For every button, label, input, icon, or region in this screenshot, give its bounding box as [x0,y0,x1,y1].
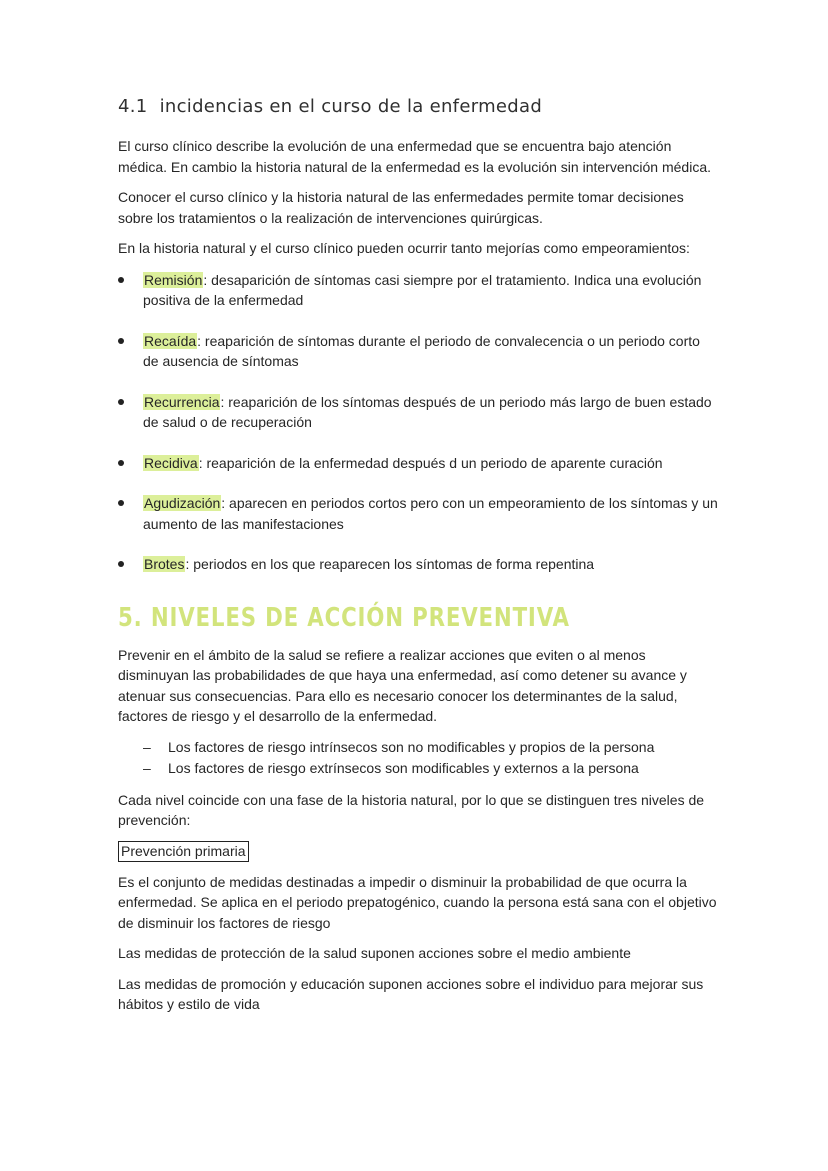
list-item [118,331,718,372]
list-item [118,392,718,433]
term-definition: : reaparición de síntomas durante el periodo de convalecencia o un periodo corto de ausencia de síntomas [143,332,700,369]
disease-course-list [118,270,718,575]
list-item [118,737,718,758]
paragraph-health-promotion: Las medidas de promoción y educación suponen acciones sobre el individuo para mejorar sus hábitos y estilo de vida [118,975,704,1012]
dash-marker: – [143,759,151,776]
paragraph-levels-intro: Cada nivel coincide con una fase de la historia natural, por lo que se distinguen tres niveles de prevención: [118,791,705,828]
term-definition: : periodos en los que reaparecen los síntomas de forma repentina [185,556,595,572]
term-definition: : desaparición de síntomas casi siempre por el tratamiento. Indica una evolución positiva de la enfermedad [143,271,702,308]
highlighted-term: Agudización [144,495,221,511]
list-item [118,453,718,474]
highlighted-term: Recaída [144,332,197,349]
section-title: incidencias en el curso de la enfermedad [159,96,543,117]
paragraph-improvements: En la historia natural y el curso clínico pueden ocurrir tanto mejorías como empeoramientos: [118,240,690,256]
highlighted-term: Brotes [144,556,185,572]
bullet-icon [118,338,124,344]
paragraph-primary-definition: Es el conjunto de medidas destinadas a impedir o disminuir la probabilidad de que ocurra la enfermedad. Se aplica en el periodo prepatogénico, cuando la persona está sana con el objetivo de disminuir los factores de riesgo [118,873,717,931]
list-item [118,554,718,575]
page-content [118,96,718,1025]
highlighted-term: Recidiva [144,454,198,471]
primary-prevention-label-wrap [118,841,718,872]
risk-factor-text: Los factores de riesgo intrínsecos son no modificables y propios de la persona [168,738,655,755]
section-number: 4.1 [118,96,148,117]
list-item [118,493,718,534]
primary-prevention-label: Prevención primaria [118,841,249,862]
term-definition: : aparecen en periodos cortos pero con un empeoramiento de los síntomas y un aumento de las manifestaciones [143,495,718,532]
section-5-heading: 5. NIVELES DE ACCIÓN PREVENTIVA [118,602,570,633]
bullet-icon [118,277,124,283]
list-item [118,758,718,779]
list-item [118,270,718,311]
term-definition: : reaparición de la enfermedad después d un periodo de aparente curación [198,454,663,471]
term-definition: : reaparición de los síntomas después de un periodo más largo de buen estado de salud o de recuperación [143,393,712,430]
bullet-icon [118,561,124,567]
paragraph-prevention-intro: Prevenir en el ámbito de la salud se refiere a realizar acciones que eviten o al menos disminuyan las probabilidades de que haya una enfermedad, así como detener su avance y atenuar sus consecuencias. Para ello es necesario conocer los determinantes de la salud, factores de riesgo y el desarrollo de la enfermedad. [118,646,687,724]
dash-marker: – [143,738,151,755]
paragraph-health-protection: Las medidas de protección de la salud suponen acciones sobre el medio ambiente [118,945,631,961]
risk-factors-list [118,737,718,779]
highlighted-term: Recurrencia [144,393,220,410]
section-4-1-heading [118,96,718,117]
bullet-icon [118,399,124,405]
risk-factor-text: Los factores de riesgo extrínsecos son modificables y externos a la persona [168,759,639,776]
paragraph-clinical-course: El curso clínico describe la evolución de una enfermedad que se encuentra bajo atención médica. En cambio la historia natural de la enfermedad es la evolución sin intervención médica. [118,138,711,175]
bullet-icon [118,460,124,466]
paragraph-natural-history: Conocer el curso clínico y la historia natural de las enfermedades permite tomar decisiones sobre los tratamientos o la realización de intervenciones quirúrgicas. [118,189,684,226]
bullet-icon [118,500,124,506]
highlighted-term: Remisión [144,271,203,288]
